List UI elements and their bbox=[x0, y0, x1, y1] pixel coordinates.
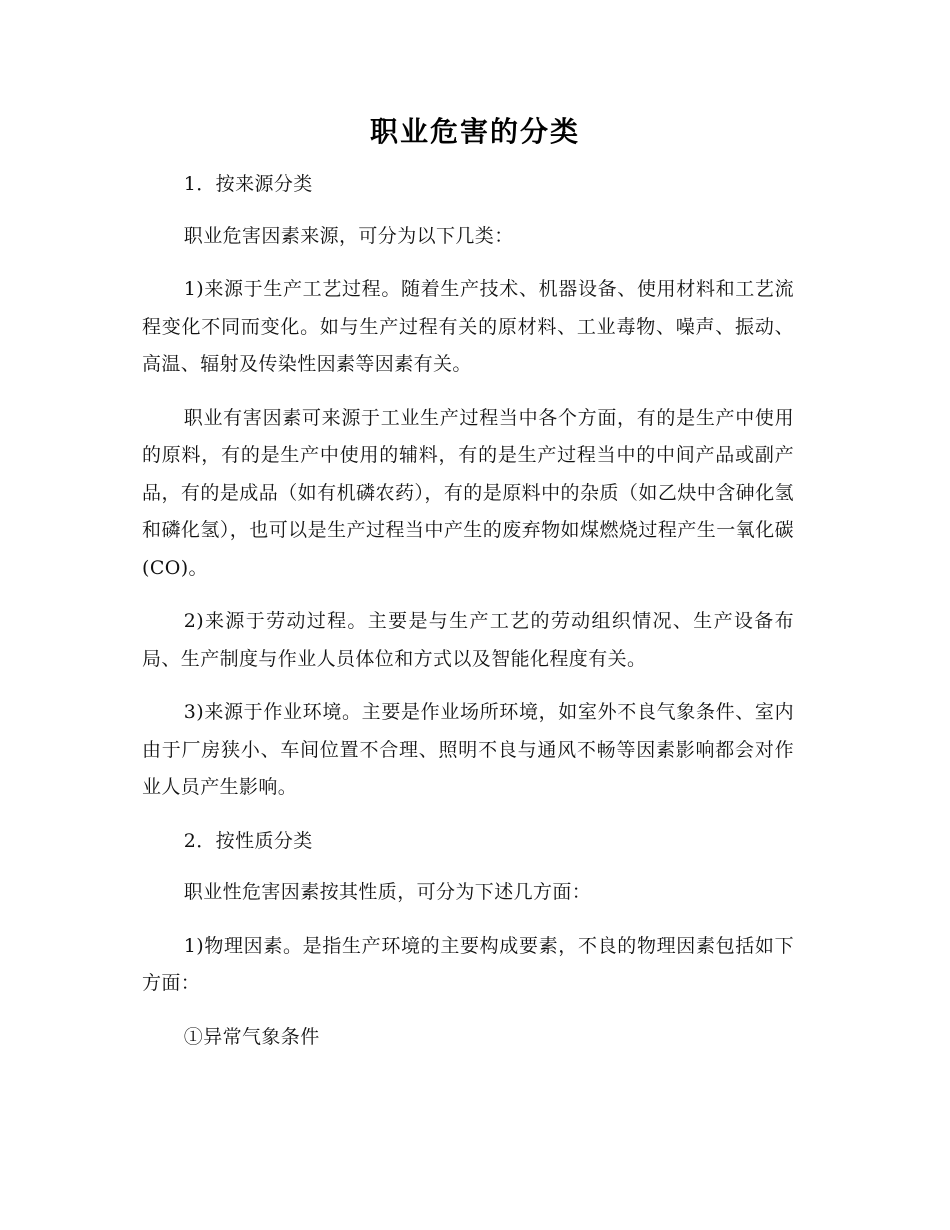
paragraph-nature-intro: 职业性危害因素按其性质，可分为下述几方面： bbox=[183, 881, 592, 903]
section-heading-source: 1．按来源分类 bbox=[183, 173, 313, 195]
paragraph-work-environment: 3)来源于作业环境。主要是作业场所环境，如室外不良气象条件、室内由于厂房狭小、车间位置不合理、照明不良与通风不畅等因素影响都会对作业人员产生影响。 bbox=[142, 701, 794, 798]
paragraph-source-intro: 职业危害因素来源，可分为以下几类： bbox=[183, 224, 514, 247]
paragraph-harmful-factors: 职业有害因素可来源于工业生产过程当中各个方面，有的是生产中使用的原料，有的是生产中使用的辅料，有的是生产过程当中的中间产品或副产品，有的是成品（如有机磷农药），有的是原料中的杂质（如乙炔中含砷化氢和磷化氢），也可以是生产过程当中产生的废弃物如煤燃烧过程产生一氧化碳(CO)。 bbox=[142, 406, 794, 579]
document-body bbox=[142, 166, 794, 1072]
section-heading-nature: 2．按性质分类 bbox=[183, 829, 313, 852]
paragraph-production-process: 1)来源于生产工艺过程。随着生产技术、机器设备、使用材料和工艺流程变化不同而变化。如与生产过程有关的原材料、工业毒物、噪声、振动、高温、辐射及传染性因素等因素有关。 bbox=[142, 278, 794, 375]
list-item-abnormal-weather: ①异常气象条件 bbox=[183, 1025, 320, 1048]
paragraph-physical-factors: 1)物理因素。是指生产环境的主要构成要素，不良的物理因素包括如下方面： bbox=[142, 934, 794, 994]
paragraph-labor-process: 2)来源于劳动过程。主要是与生产工艺的劳动组织情况、生产设备布局、生产制度与作业人员体位和方式以及智能化程度有关。 bbox=[142, 610, 794, 670]
document-title: 职业危害的分类 bbox=[369, 115, 580, 148]
